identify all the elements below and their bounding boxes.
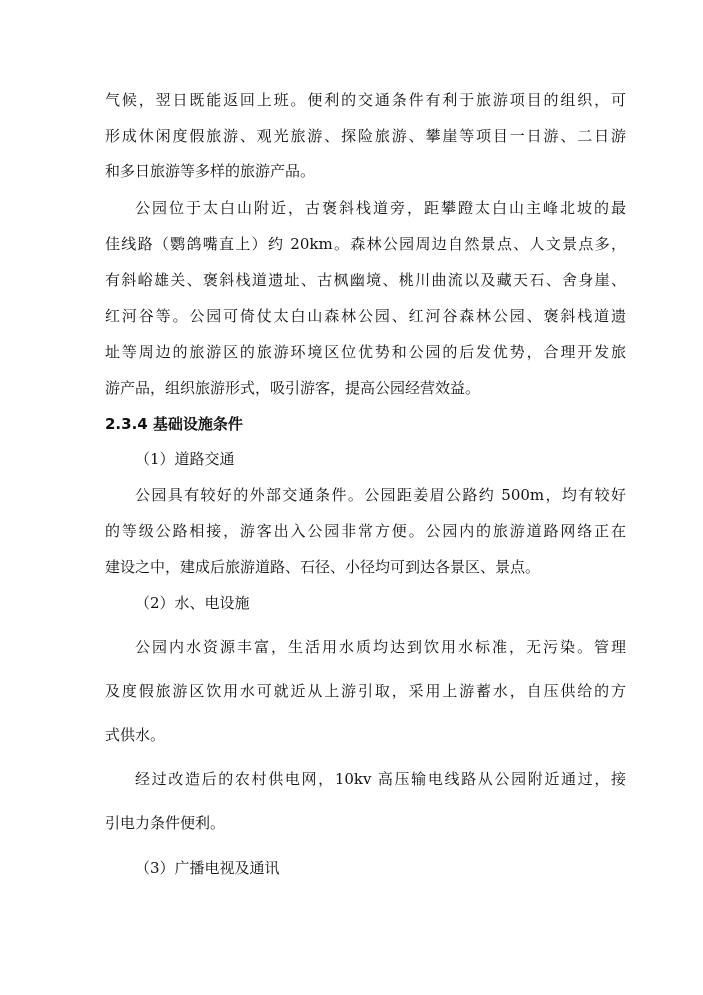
- paragraph-line: 佳线路（鹦鸽嘴直上）约 20km。森林公园周边自然景点、人文景点多，: [105, 235, 626, 253]
- paragraph-line: 公园具有较好的外部交通条件。公园距姜眉公路约 500m，均有较好: [135, 486, 626, 504]
- paragraph-line: 建设之中，建成后旅游道路、石径、小径均可到达各景区、景点。: [105, 558, 541, 576]
- paragraph-line: 引电力条件便利。: [105, 814, 226, 832]
- paragraph-line: 址等周边的旅游区的旅游环境区位优势和公园的后发优势，合理开发旅: [105, 343, 626, 361]
- section-heading: 2.3.4 基础设施条件: [105, 415, 243, 433]
- paragraph-line: 公园内水资源丰富，生活用水质均达到饮用水标准，无污染。管理: [135, 638, 626, 656]
- paragraph-line: 公园位于太白山附近，古褒斜栈道旁，距攀蹬太白山主峰北坡的最: [135, 199, 626, 217]
- subsection-title: （2）水、电设施: [135, 594, 250, 612]
- subsection-title: （3）广播电视及通讯: [135, 859, 280, 877]
- paragraph-line: 式供水。: [105, 726, 166, 744]
- paragraph-line: 红河谷等。公园可倚仗太白山森林公园、红河谷森林公园、褒斜栈道遗: [105, 307, 626, 325]
- paragraph-line: 及度假旅游区饮用水可就近从上游引取，采用上游蓄水，自压供给的方: [105, 682, 626, 700]
- paragraph-line: 气候，翌日既能返回上班。便利的交通条件有利于旅游项目的组织，可: [105, 91, 626, 109]
- paragraph-line: 的等级公路相接，游客出入公园非常方便。公园内的旅游道路网络正在: [105, 522, 626, 540]
- paragraph-line: 经过改造后的农村供电网，10kv 高压输电线路从公园附近通过，接: [135, 770, 626, 788]
- subsection-title: （1）道路交通: [135, 450, 235, 468]
- paragraph-line: 和多日旅游等多样的旅游产品。: [105, 162, 316, 180]
- paragraph-line: 形成休闲度假旅游、观光旅游、探险旅游、攀崖等项目一日游、二日游: [105, 127, 626, 145]
- paragraph-line: 有斜峪雄关、褒斜栈道遗址、古枫幽境、桃川曲流以及藏天石、舍身崖、: [105, 271, 626, 289]
- paragraph-line: 游产品，组织旅游形式，吸引游客，提高公园经营效益。: [105, 379, 481, 397]
